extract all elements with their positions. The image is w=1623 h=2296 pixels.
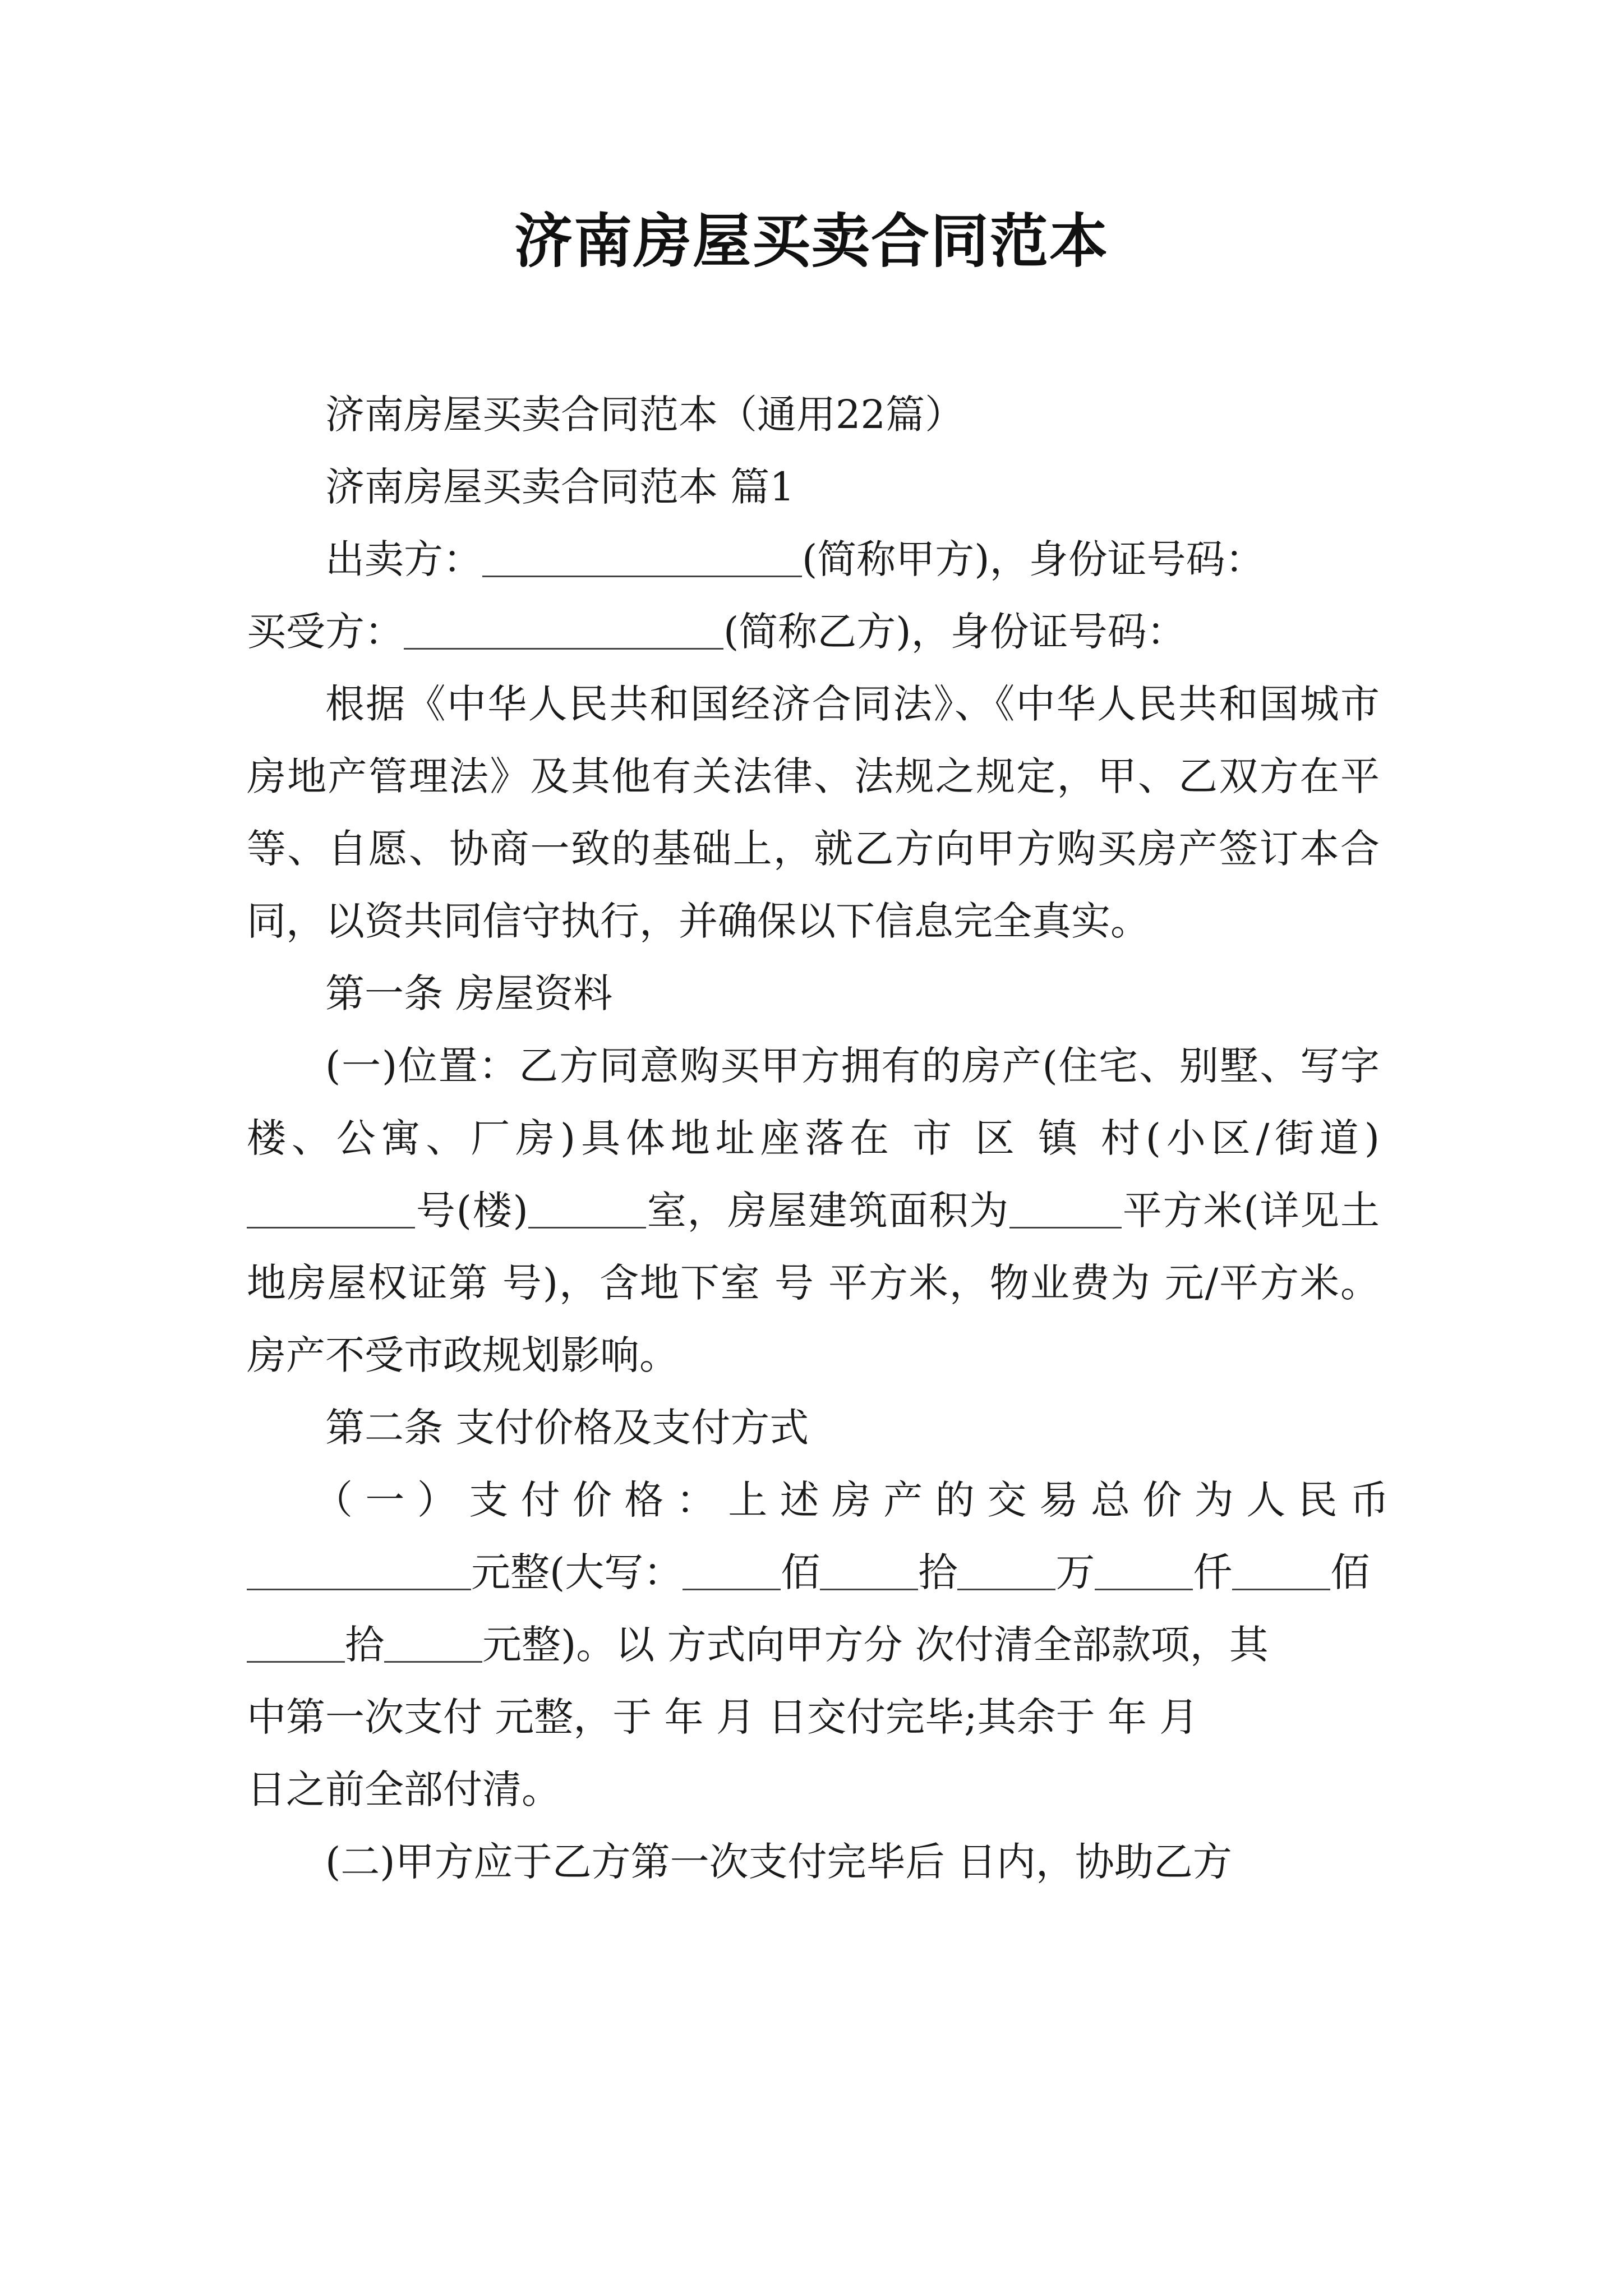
price-shi-blank bbox=[820, 1552, 918, 1591]
document-body bbox=[247, 379, 1402, 1898]
room-number-blank bbox=[528, 1190, 646, 1229]
subtitle: 济南房屋买卖合同范本（通用22篇） bbox=[325, 392, 965, 438]
seller-suffix: (简称甲方)，身份证号码： bbox=[802, 536, 1265, 582]
article2-heading: 第二条 支付价格及支付方式 bbox=[325, 1405, 809, 1451]
seller-label: 出卖方： bbox=[325, 536, 482, 582]
price-shi2-blank bbox=[247, 1624, 345, 1663]
price-line-3-rest: 元整)。以 方式向甲方分 次付清全部款项，其 bbox=[482, 1622, 1269, 1668]
buyer-line bbox=[247, 596, 1380, 668]
buyer-suffix: (简称乙方)，身份证号码： bbox=[723, 609, 1186, 655]
article1-location-text-d: 平方米(详见土地房屋权证第 号)，含地下室 号 平方米，物业费为 元/平方米。房产不受市政规划影响。 bbox=[247, 1188, 1380, 1378]
price-shi2-label: 拾 bbox=[345, 1622, 384, 1668]
article1-location-paragraph bbox=[247, 1030, 1380, 1392]
price-qian-label: 仟 bbox=[1193, 1549, 1233, 1595]
article1-location-text-a: (一)位置：乙方同意购买甲方拥有的房产(住宅、别墅、写字楼、公寓、厂房)具体地址座落在 市 区 镇 村(小区/街道) bbox=[247, 1043, 1380, 1161]
seller-name-blank bbox=[482, 539, 802, 578]
price-bai2-blank bbox=[1232, 1552, 1330, 1591]
building-number-blank bbox=[247, 1190, 415, 1229]
price-yuan-label: 元整(大写： bbox=[471, 1549, 683, 1595]
article1-location-text-b: 号(楼) bbox=[415, 1188, 528, 1234]
price-qian-blank bbox=[1095, 1552, 1193, 1591]
article1-location-text-c: 室，房屋建筑面积为 bbox=[645, 1188, 1009, 1234]
buyer-label: 买受方： bbox=[247, 609, 404, 655]
price-shi-label: 拾 bbox=[918, 1549, 958, 1595]
seller-line bbox=[247, 523, 1380, 596]
price-yuan2-blank bbox=[384, 1624, 482, 1663]
price-wan-blank bbox=[957, 1552, 1055, 1591]
price-line-1 bbox=[247, 1464, 1402, 1536]
price-bai2-label: 佰 bbox=[1330, 1549, 1370, 1595]
price-line-4: 中第一次支付 元整，于 年 月 日交付完毕;其余于 年 月 bbox=[247, 1694, 1199, 1740]
price-line-1-text: （一）支付价格：上述房产的交易总价为人民币 bbox=[313, 1477, 1402, 1523]
price-wan-label: 万 bbox=[1055, 1549, 1095, 1595]
price-line-3 bbox=[247, 1609, 1380, 1681]
area-blank bbox=[1009, 1190, 1122, 1229]
price-line-5: 日之前全部付清。 bbox=[247, 1766, 561, 1812]
price-bai-label: 佰 bbox=[781, 1549, 820, 1595]
section-heading: 济南房屋买卖合同范本 篇1 bbox=[325, 464, 795, 510]
price-line-2 bbox=[247, 1536, 1380, 1609]
buyer-name-blank bbox=[404, 611, 723, 650]
price-bai-blank bbox=[683, 1552, 781, 1591]
price-digits-blank bbox=[247, 1552, 471, 1591]
article1-heading: 第一条 房屋资料 bbox=[325, 970, 613, 1016]
article2-clause2: (二)甲方应于乙方第一次支付完毕后 日内，协助乙方 bbox=[325, 1839, 1232, 1885]
document-title: 济南房屋买卖合同范本 bbox=[514, 206, 1109, 275]
preamble-paragraph: 根据《中华人民共和国经济合同法》、《中华人民共和国城市房地产管理法》及其他有关法律、法规之规定，甲、乙双方在平等、自愿、协商一致的基础上，就乙方向甲方购买房产签订本合同，以资共同信守执行，并确保以下信息完全真实。 bbox=[247, 681, 1380, 944]
